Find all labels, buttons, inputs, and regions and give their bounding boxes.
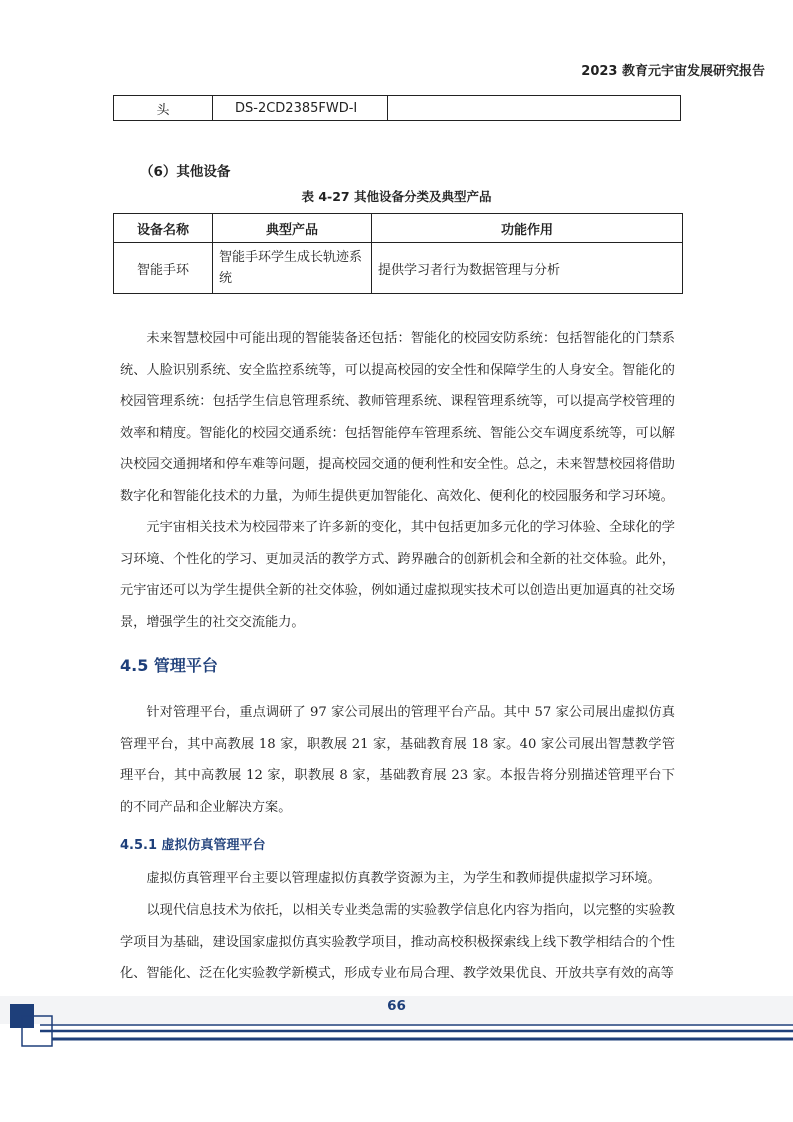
continued-table [113,95,681,121]
page-number: 66 [387,998,406,1014]
table-header: 典型产品 [213,214,372,243]
table-row [114,243,683,294]
subsection-title: （6）其他设备 [140,164,231,180]
body-paragraph: 虚拟仿真管理平台主要以管理虚拟仿真教学资源为主，为学生和教师提供虚拟学习环境。 [146,871,661,886]
table-header-row [114,214,683,243]
subsection-heading: 4.5.1 虚拟仿真管理平台 [120,838,266,853]
table-cell [388,96,681,121]
other-devices-table [113,213,683,294]
running-header: 2023 教育元宇宙发展研究报告 [581,64,765,79]
table-cell: 智能手环 [114,243,213,294]
body-paragraph: 以现代信息技术为依托，以相关专业类急需的实验教学信息化内容为指向，以完整的实验教学项目为基础，建设国家虚拟仿真实验教学项目，推动高校积极探索线上线下教学相结合的个性化、智能化、泛在化实验教学新模式，形成专业布局合理、教学效果优良、开放共享有效的高等 [120,903,675,981]
table-cell: DS-2CD2385FWD-I [213,96,388,121]
table-row [114,96,681,121]
body-paragraph: 元宇宙相关技术为校园带来了许多新的变化，其中包括更加多元化的学习体验、全球化的学习环境、个性化的学习、更加灵活的教学方式、跨界融合的创新机会和全新的社交体验。此外，元宇宙还可以为学生提供全新的社交体验，例如通过虚拟现实技术可以创造出更加逼真的社交场景，增强学生的社交交流能力。 [120,520,675,630]
table-caption: 表 4-27 其他设备分类及典型产品 [301,189,492,204]
table-header: 功能作用 [372,214,683,243]
body-paragraph: 针对管理平台，重点调研了 97 家公司展出的管理平台产品。其中 57 家公司展出虚拟仿真管理平台，其中高教展 18 家，职教展 21 家，基础教育展 18 家。40 家公司展出智慧教学管理平台，其中高教展 12 家，职教展 8 家，基础教育展 23 家。本报告将分别描述管理平台下的不同产品和企业解决方案。 [120,705,675,815]
table-cell: 头 [114,96,213,121]
table-header: 设备名称 [114,214,213,243]
table-cell: 智能手环学生成长轨迹系统 [213,243,372,294]
section-heading: 4.5 管理平台 [120,656,218,675]
body-paragraph: 未来智慧校园中可能出现的智能装备还包括：智能化的校园安防系统：包括智能化的门禁系统、人脸识别系统、安全监控系统等，可以提高校园的安全性和保障学生的人身安全。智能化的校园管理系统：包括学生信息管理系统、教师管理系统、课程管理系统等，可以提高学校管理的效率和精度。智能化的校园交通系统：包括智能停车管理系统、智能公交车调度系统等，可以解决校园交通拥堵和停车难等问题，提高校园交通的便利性和安全性。总之，未来智慧校园将借助数字化和智能化技术的力量，为师生提供更加智能化、高效化、便利化的校园服务和学习环境。 [120,331,675,504]
table-cell: 提供学习者行为数据管理与分析 [372,243,683,294]
